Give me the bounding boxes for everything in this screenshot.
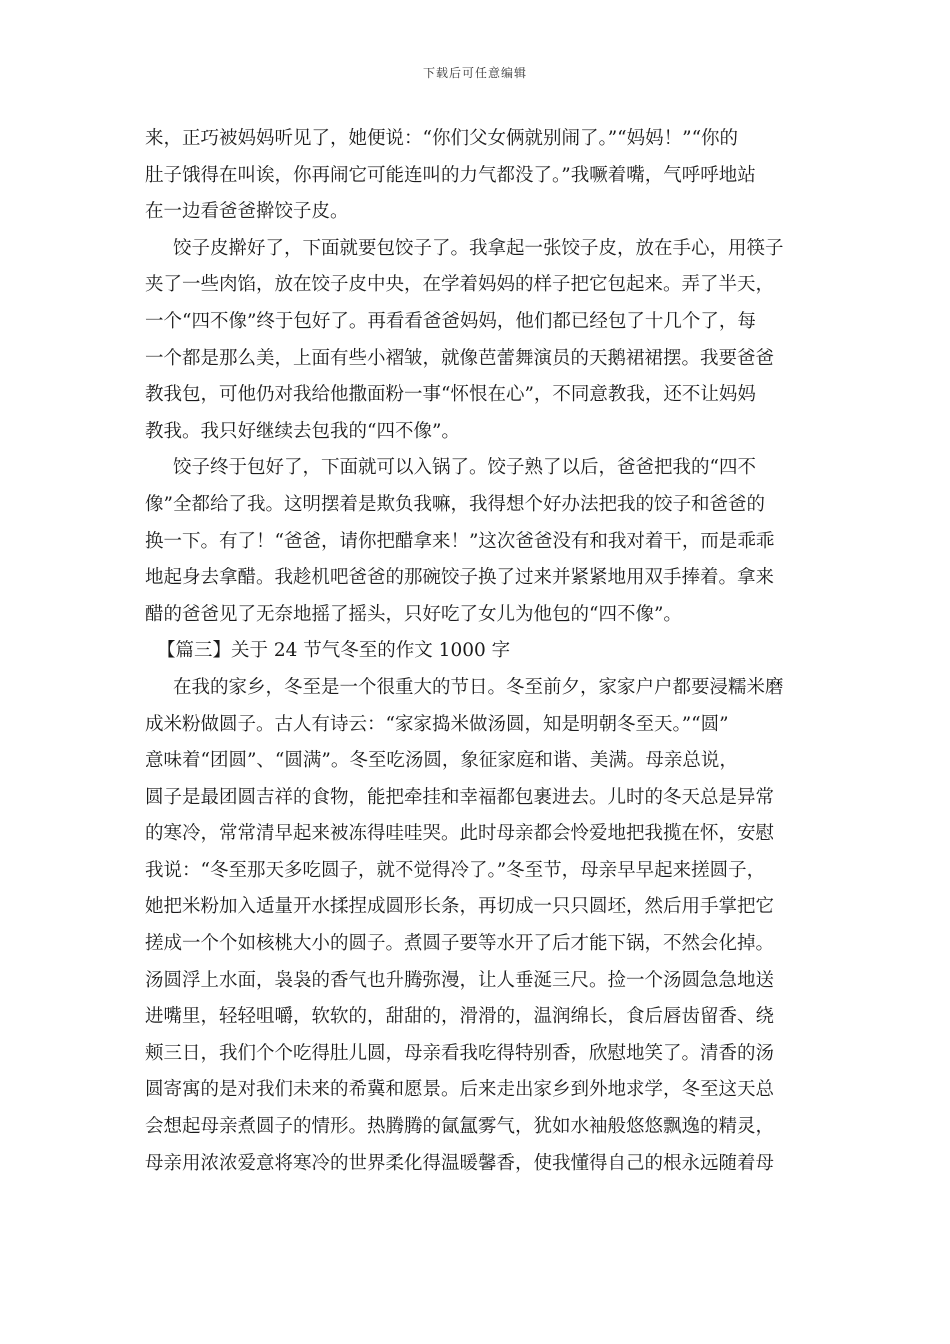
text-line: 来，正巧被妈妈听见了，她便说：“你们父女俩就别闹了。”“妈妈！”“你的 [145,128,739,149]
text-line: 进嘴里，轻轻咀嚼，软软的，甜甜的，滑滑的，温润绵长，食后唇齿留香、绕 [145,1006,775,1028]
text-line: 会想起母亲煮圆子的情形。热腾腾的氤氲雾气，犹如水袖般悠悠飘逸的精灵， [145,1116,775,1138]
text-line: 她把米粉加入适量开水揉捏成圆形长条，再切成一只只圆坯，然后用手掌把它 [145,896,775,918]
text-line: 饺子皮擀好了，下面就要包饺子了。我拿起一张饺子皮，放在手心，用筷子 [173,237,784,259]
text-line: 成米粉做圆子。古人有诗云：“家家捣米做汤圆，知是明朝冬至天。”“圆” [145,713,729,735]
document-body [145,121,820,1182]
text-line: 母亲用浓浓爱意将寒冷的世界柔化得温暖馨香，使我懂得自己的根永远随着母 [145,1152,775,1174]
section-heading: 【篇三】关于 24 节气冬至的作文 1000 字 [157,640,511,662]
text-line: 一个“四不像”终于包好了。再看看爸爸妈妈，他们都已经包了十几个了，每 [145,310,756,332]
text-line: 一个都是那么美，上面有些小褶皱，就像芭蕾舞演员的天鹅裙裙摆。我要爸爸 [145,347,775,369]
text-line: 夹了一些肉馅，放在饺子皮中央，在学着妈妈的样子把它包起来。弄了半天， [145,274,775,296]
text-line: 教我。我只好继续去包我的“四不像”。 [145,420,460,442]
text-line: 圆子是最团圆吉祥的食物，能把牵挂和幸福都包裹进去。儿时的冬天总是异常 [145,786,775,808]
text-line: 圆寄寓的是对我们未来的希冀和愿景。后来走出家乡到外地求学，冬至这天总 [145,1079,775,1101]
text-line: 换一下。有了！“爸爸，请你把醋拿来！”这次爸爸没有和我对着干，而是乖乖 [145,530,775,552]
text-line: 的寒冷，常常清早起来被冻得哇哇哭。此时母亲都会怜爱地把我揽在怀，安慰 [145,823,775,845]
text-line: 像”全都给了我。这明摆着是欺负我嘛，我得想个好办法把我的饺子和爸爸的 [145,493,765,515]
text-line: 地起身去拿醋。我趁机吧爸爸的那碗饺子换了过来并紧紧地用双手捧着。拿来 [145,567,775,589]
text-line: 教我包，可他仍对我给他撒面粉一事“怀恨在心”，不同意教我，还不让妈妈 [145,384,756,406]
text-line: 醋的爸爸见了无奈地摇了摇头，只好吃了女儿为他包的“四不像”。 [145,603,682,625]
text-line: 肚子饿得在叫诶，你再闹它可能连叫的力气都没了。”我噘着嘴，气呼呼地站 [145,164,756,186]
page-header: 下载后可任意编辑 [422,66,527,80]
text-line: 饺子终于包好了，下面就可以入锅了。饺子熟了以后，爸爸把我的“四不 [173,457,756,479]
text-line: 汤圆浮上水面，袅袅的香气也升腾弥漫，让人垂涎三尺。捡一个汤圆急急地送 [145,969,775,991]
text-line: 我说：“冬至那天多吃圆子，就不觉得冷了。”冬至节，母亲早早起来搓圆子， [145,859,766,881]
text-line: 意味着“团圆”、“圆满”。冬至吃汤圆，象征家庭和谐、美满。母亲总说， [145,750,738,772]
text-line: 颊三日，我们个个吃得肚儿圆，母亲看我吃得特别香，欣慰地笑了。清香的汤 [145,1042,775,1064]
text-line: 在我的家乡，冬至是一个很重大的节日。冬至前夕，家家户户都要浸糯米磨 [173,676,784,698]
text-line: 在一边看爸爸擀饺子皮。 [145,201,349,223]
text-line: 搓成一个个如核桃大小的圆子。煮圆子要等水开了后才能下锅，不然会化掉。 [145,933,775,955]
